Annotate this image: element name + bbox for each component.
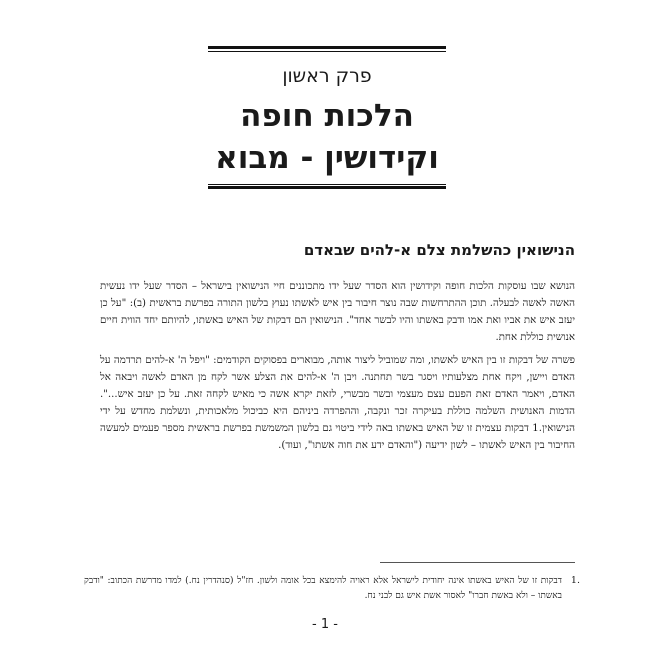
bottom-double-rule — [208, 184, 446, 185]
footnote-number: 1. — [570, 575, 580, 586]
top-double-rule — [208, 46, 446, 49]
footnote-text: דבקות זו של האיש באשתו אינה יחודית לישראל אלא ראויה להימצא בכל אומה ולשון. חז"ל (סנהדרין נח.) למדו מדרשת הכתוב: "ודבק באשתו – ולא באשת חברו" לאסור אשת איש גם לבני נח. — [84, 576, 562, 601]
chapter-title-box — [208, 46, 446, 188]
paragraph-2: פשרה של דבקות זו בין האיש לאשתו, ומה שמוביל ליצור אותה, מבוארים בפסוקים הקודמים: "ויפל ה' א-להים תרדמה על האדם ויישן, ויקח אחת מצלעותיו ויסגר בשר תחתנה. ויבן ה' א-להים את הצלע אשר לקח מן האדם לאשה ויבאה אל האדם, ויאמר האדם זאת הפעם עצם מעצמי ובשר מבשרי, לזאת יקרא אשה כי מאיש לקחה זאת. על כן יעזב איש...". הדמות האנושית השלמה כוללת בעיקרה זכר ונקבה, וההפרדה ביניהם היא כביכול מלאכותית, ונשלמת מחדש על ידי הנישואין.1 דבקות עצמית זו של האיש באשתו באה לידי ביטוי גם בלשון המשמשת בפרשת בראשית מספר פעמים למעשה החיבור בין האיש לאשתו – לשון ידיעה ("והאדם ידע את חוה אשתו", ועוד). — [100, 355, 575, 451]
title-line-1: הלכות חופה — [240, 98, 414, 134]
footnote-separator — [380, 562, 575, 563]
page-number: - 1 - — [312, 617, 338, 632]
chapter-label: פרק ראשון — [282, 65, 372, 87]
paragraph-1: הנושא שבו עוסקות הלכות חופה וקידושין הוא הסדר שעל ידו מתכוננים חיי הנישואין בישראל – הסדר שעל ידו נעשית האשה לאשה לבעלה. תוכן ההתרחשות שבה נוצר חיבור בין איש לאשתו נעוץ בלשון התורה בפרשת בראשית (ב): "על כן יעזב איש את אביו ואת אמו ודבק באשתו והיו לבשר אחד". הנישואין הם דבקות של האיש באשתו, להיותם יחד הווית חיים אנושית כוללת אחת. — [100, 281, 575, 343]
section-heading: הנישואין כהשלמת צלם א-להים שבאדם — [303, 241, 575, 259]
title-line-2: וקידושין - מבוא — [215, 140, 439, 176]
